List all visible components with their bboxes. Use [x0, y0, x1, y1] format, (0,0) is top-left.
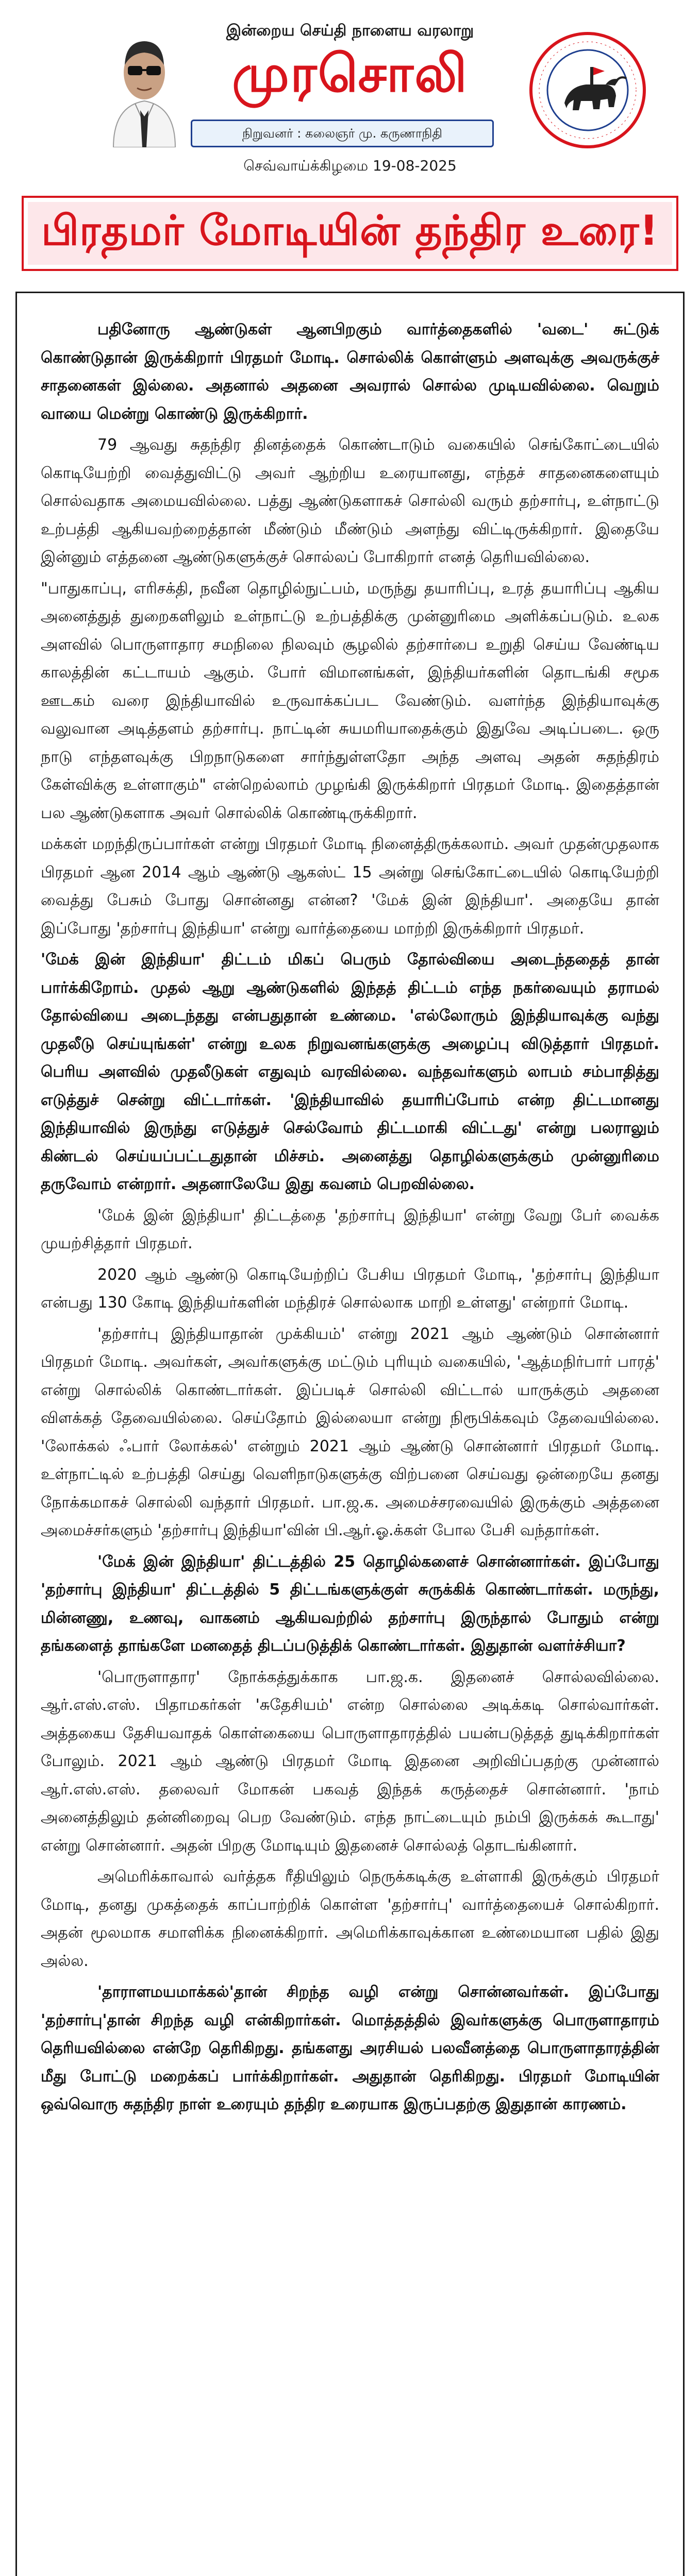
masthead-tagline: இன்றைய செய்தி நாளைய வரலாறு	[226, 22, 474, 40]
article-paragraph: 'தாராளமயமாக்கல்'தான் சிறந்த வழி என்று சொன்னவர்கள். இப்போது 'தற்சார்பு'தான் சிறந்த வழி என்கிறார்கள். மொத்தத்தில் இவர்களுக்கு பொருளாதாரம் தெரியவில்லை என்றே தெரிகிறது. தங்களது அரசியல் பலவீனத்தை பொருளாதாரத்தின் மீது போட்டு மறைக்கப் பார்க்கிறார்கள். அதுதான் தெரிகிறது. பிரதமர் மோடியின் ஒவ்வொரு சுதந்திர நாள் உரையும் தந்திர உரையாக இருப்பதற்கு இதுதான் காரணம்.	[41, 1983, 659, 2113]
headline-box	[22, 196, 678, 271]
article-paragraph: 'தற்சார்பு இந்தியாதான் முக்கியம்' என்று 2021 ஆம் ஆண்டும் சொன்னார் பிரதமர் மோடி. அவர்கள், அவர்களுக்கு மட்டும் புரியும் வகையில், 'ஆத்மநிர்பார் பாரத்' என்று சொல்லிக் கொண்டார்கள். இப்படிச் சொல்லி விட்டால் யாருக்கும் அதனை விளக்கத் தேவையில்லை. செய்தோம் இல்லையா என்று நிரூபிக்கவும் தேவையில்லை. 'லோக்கல் ஃபார் லோக்கல்' என்றும் 2021 ஆம் ஆண்டு சொன்னார் பிரதமர் மோடி. உள்நாட்டில் உற்பத்தி செய்து வெளிநாடுகளுக்கு விற்பனை செய்வது ஒன்றையே தனது நோக்கமாகச் சொல்லி வந்தார் பிரதமர். பா.ஜ.க. அமைச்சரவையில் இருக்கும் அத்தனை அமைச்சர்களும் 'தற்சார்பு இந்தியா'வின் பி.ஆர்.ஓ.க்கள் போல பேசி வந்தார்கள்.	[41, 1325, 659, 1539]
article-paragraph: 'மேக் இன் இந்தியா' திட்டத்தை 'தற்சார்பு இந்தியா' என்று வேறு பேர் வைக்க முயற்சித்தார் பிரதமர்.	[41, 1206, 659, 1252]
article-paragraph: 2020 ஆம் ஆண்டு கொடியேற்றிப் பேசிய பிரதமர் மோடி, 'தற்சார்பு இந்தியா என்பது 130 கோடி இந்தியர்களின் மந்திரச் சொல்லாக மாறி உள்ளது' என்றார் மோடி.	[41, 1265, 659, 1312]
article-paragraph: 'மேக் இன் இந்தியா' திட்டத்தில் 25 தொழில்களைச் சொன்னார்கள். இப்போது 'தற்சார்பு இந்தியா' திட்டத்தில் 5 திட்டங்களுக்குள் சுருக்கிக் கொண்டார்கள். மருந்து, மின்னணு, உணவு, வாகனம் ஆகியவற்றில் தற்சார்பு இருந்தால் போதும் என்று தங்களைத் தாங்களே மனதைத் திடப்படுத்திக் கொண்டார்கள். இதுதான் வளர்ச்சியா?	[41, 1552, 659, 1655]
article-paragraph: அமெரிக்காவால் வர்த்தக ரீதியிலும் நெருக்கடிக்கு உள்ளாகி இருக்கும் பிரதமர் மோடி, தனது முகத்தைக் காப்பாற்றிக் கொள்ள 'தற்சார்பு' வார்த்தையைச் சொல்கிறார். அதன் மூலமாக சமாளிக்க நினைக்கிறார். அமெரிக்காவுக்கான உண்மையான பதில் இது அல்ல.	[41, 1868, 659, 1970]
party-seal-logo	[528, 31, 647, 149]
newspaper-brand: முரசொலி	[232, 43, 468, 104]
article-paragraph: "பாதுகாப்பு, எரிசக்தி, நவீன தொழில்நுட்பம், மருந்து தயாரிப்பு, உரத் தயாரிப்பு ஆகிய அனைத்துத் துறைகளிலும் உள்நாட்டு உற்பத்திக்கு முன்னுரிமை அளிக்கப்படும். உலக அளவில் பொருளாதார சமநிலை நிலவும் சூழலில் தற்சார்பை உறுதி செய்ய வேண்டிய காலத்தின் கட்டாயம் ஆகும். போர் விமானங்கள், இந்தியர்களின் தொடங்கி சமூக ஊடகம் வரை இந்தியாவில் உருவாக்கப்பட வேண்டும். வளர்ந்த இந்தியாவுக்கு வலுவான அடித்தளம் தற்சார்பு. நாட்டின் சுயமரியாதைக்கும் இதுவே அடிப்படை. ஒரு நாடு எந்தளவுக்கு பிறநாடுகளை சார்ந்துள்ளதோ அந்த அளவு அதன் சுதந்திரம் கேள்விக்கு உள்ளாகும்" என்றெல்லாம் முழங்கி இருக்கிறார் பிரதமர் மோடி. இதைத்தான் பல ஆண்டுகளாக அவர் சொல்லிக் கொண்டிருக்கிறார்.	[41, 579, 659, 822]
masthead	[0, 0, 700, 185]
founder-credit: நிறுவனர் : கலைஞர் மு. கருணாநிதி	[191, 120, 494, 147]
article-paragraph: 'மேக் இன் இந்தியா' திட்டம் மிகப் பெரும் தோல்வியை அடைந்ததைத் தான் பார்க்கிறோம். முதல் ஆறு ஆண்டுகளில் இந்தத் திட்டம் எந்த நகர்வையும் தராமல் தோல்வியை அடைந்தது என்பதுதான் உண்மை. 'எல்லோரும் இந்தியாவுக்கு வந்து முதலீடு செய்யுங்கள்' என்று உலக நிறுவனங்களுக்கு அழைப்பு விடுத்தார் பிரதமர். பெரிய அளவில் முதலீடுகள் எதுவும் வரவில்லை. வந்தவர்களும் லாபம் சம்பாதித்து எடுத்துச் சென்று விட்டார்கள். 'இந்தியாவில் தயாரிப்போம் என்ற திட்டமானது இந்தியாவில் இருந்து எடுத்துச் செல்வோம் திட்டமாகி விட்டது' என்று பலராலும் கிண்டல் செய்யப்பட்டதுதான் மிச்சம். அனைத்து தொழில்களுக்கும் முன்னுரிமை தருவோம் என்றார். அதனாலேயே இது கவனம் பெறவில்லை.	[41, 951, 659, 1193]
headline: பிரதமர் மோடியின் தந்திர உரை!	[41, 207, 659, 255]
article-paragraph: 'பொருளாதார' நோக்கத்துக்காக பா.ஜ.க. இதனைச் சொல்லவில்லை. ஆர்.எஸ்.எஸ். பிதாமகர்கள் 'சுதேசியம்' என்ற சொல்லை அடிக்கடி சொல்வார்கள். அத்தகைய தேசியவாதக் கொள்கையை பொருளாதாரத்தில் பயன்படுத்தத் துடிக்கிறார்கள் போலும். 2021 ஆம் ஆண்டு பிரதமர் மோடி இதனை அறிவிப்பதற்கு முன்னால் ஆர்.எஸ்.எஸ். தலைவர் மோகன் பகவத் இந்தக் கருத்தைச் சொன்னார். 'நாம் அனைத்திலும் தன்னிறைவு பெற வேண்டும். எந்த நாட்டையும் நம்பி இருக்கக் கூடாது' என்று சொன்னார். அதன் பிறகு மோடியும் இதனைச் சொல்லத் தொடங்கினார்.	[41, 1668, 659, 1855]
article-paragraph: பதினோரு ஆண்டுகள் ஆனபிறகும் வார்த்தைகளில் 'வடை' சுட்டுக் கொண்டுதான் இருக்கிறார் பிரதமர் மோடி. சொல்லிக் கொள்ளும் அளவுக்கு அவருக்குச் சாதனைகள் இல்லை. அதனால் அதனை அவரால் சொல்ல முடியவில்லை. வெறும் வாயை மென்று கொண்டு இருக்கிறார்.	[41, 320, 659, 423]
article-paragraph: 79 ஆவது சுதந்திர தினத்தைக் கொண்டாடும் வகையில் செங்கோட்டையில் கொடியேற்றி வைத்துவிட்டு அவர் ஆற்றிய உரையானது, எந்தச் சாதனைகளையும் சொல்வதாக அமையவில்லை. பத்து ஆண்டுகளாகச் சொல்லி வரும் தற்சார்பு, உள்நாட்டு உற்பத்தி ஆகியவற்றைத்தான் மீண்டும் மீண்டும் அளந்து விட்டிருக்கிறார். இதையே இன்னும் எத்தனை ஆண்டுகளுக்குச் சொல்லப் போகிறார் எனத் தெரியவில்லை.	[41, 436, 659, 566]
article-paragraph: மக்கள் மறந்திருப்பார்கள் என்று பிரதமர் மோடி நினைத்திருக்கலாம். அவர் முதன்முதலாக பிரதமர் ஆன 2014 ஆம் ஆண்டு ஆகஸ்ட் 15 அன்று செங்கோட்டையில் கொடியேற்றி வைத்து பேசும் போது சொன்னது என்ன? 'மேக் இன் இந்தியா'. அதையே தான் இப்போது 'தற்சார்பு இந்தியா' என்று வார்த்தையை மாற்றி இருக்கிறார் பிரதமர்.	[41, 835, 659, 938]
article-body	[15, 292, 685, 2576]
issue-date: செவ்வாய்க்கிழமை 19-08-2025	[243, 157, 457, 174]
